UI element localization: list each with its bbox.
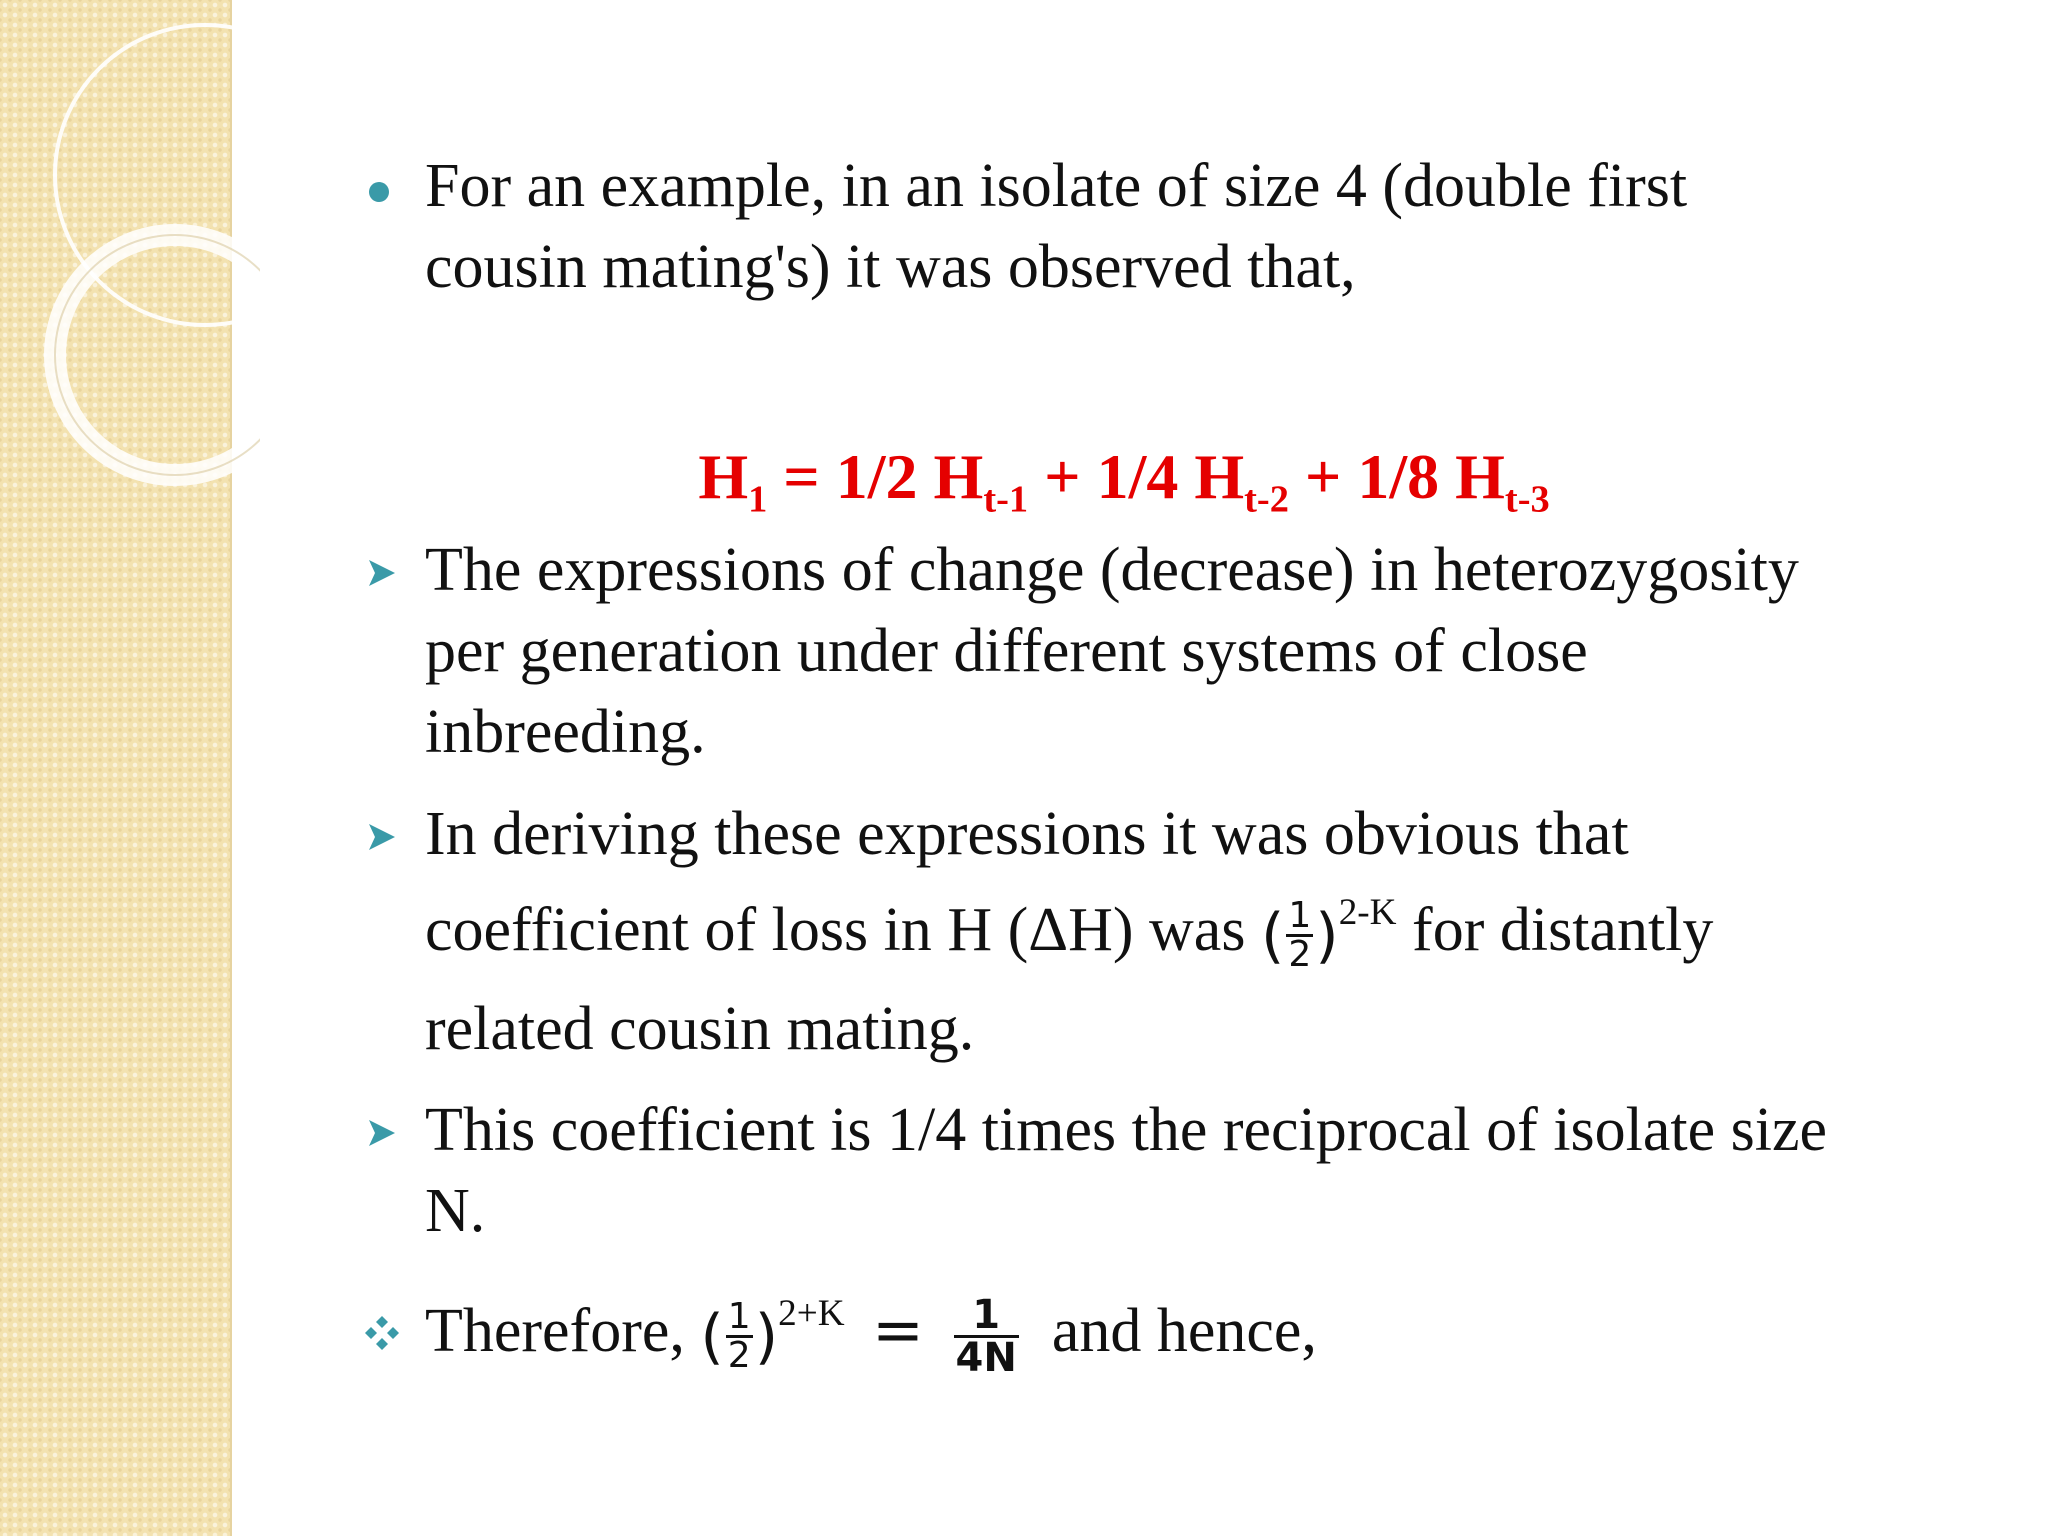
word: and hence, [1051,1297,1317,1365]
fraction [726,1296,753,1377]
word: of [704,896,757,964]
word: first [1587,152,1688,220]
word: of [1393,617,1445,685]
word: H [947,896,993,964]
bullet-3-line-1 [425,794,1985,875]
word: these [714,800,842,868]
word: (ΔH) [1007,896,1134,964]
word: (decrease) [1099,536,1355,604]
arrowhead-bullet-icon [365,1116,399,1150]
fraction-denominator: 2 [1288,934,1312,976]
formula-subscript: t-2 [1244,478,1289,521]
arrowhead-bullet-icon [365,556,399,590]
word: in [1370,536,1419,604]
fraction-denominator: 2 [727,1335,751,1377]
word: expressions [536,536,827,604]
bullet-item-4 [425,1090,1985,1252]
bullet-1-line-1 [425,146,1985,227]
word: isolate [979,152,1142,220]
word: reciprocal [1222,1096,1471,1164]
word: expressions [857,800,1147,868]
bullet-item-3 [425,794,1985,1070]
bullet-2-line-1 [425,530,1985,611]
word: Therefore, [425,1297,685,1365]
formula-text: + 1/4 H [1028,441,1245,512]
word: different [953,617,1166,685]
fraction-numerator: 1 [1288,895,1312,937]
word: The [425,536,522,604]
word: example, [600,152,827,220]
bullet-3-line-3: related cousin mating. [425,994,975,1063]
paren-close: ) [1315,900,1339,971]
word: isolate [1553,1096,1716,1164]
word: This [425,1096,536,1164]
bullet-2-line-2 [425,611,1985,692]
word: loss [771,896,869,964]
word: 4 [1335,152,1367,220]
word: obvious [1323,800,1521,868]
paren-open: ( [700,1301,724,1372]
word: coefficient [550,1096,815,1164]
word: (double [1382,152,1572,220]
word: the [1131,1096,1208,1164]
paren-open: ( [1260,900,1285,971]
formula-subscript: t-3 [1504,478,1550,521]
word: change [908,536,1085,604]
four-diamond-bullet-icon [363,1314,401,1352]
word: in [883,896,932,964]
word: an [905,152,964,220]
word: of [1486,1096,1538,1164]
filled-circle-bullet-icon [367,180,391,204]
bullet-1-line-2: cousin mating's) it was observed that, [425,233,1356,301]
bullet-4-line-1 [425,1090,1985,1171]
paren-close: ) [754,1301,779,1372]
fraction-denominator: 4N [955,1335,1017,1382]
fraction-numerator: 1 [972,1292,1001,1339]
bullet-4-line-2: N. [425,1177,486,1245]
word: For [425,152,512,220]
exponent: 2+K [778,1292,845,1334]
word: was [1149,896,1246,964]
equals-sign: = [872,1293,924,1366]
word: for [1412,896,1485,964]
fraction-numerator: 1 [727,1296,751,1338]
word: under [796,617,938,685]
word: size [1223,152,1321,220]
word: is [830,1096,872,1164]
formula-text: + 1/8 H [1288,441,1505,512]
word: distantly [1499,896,1714,964]
word: in [841,152,890,220]
word: of [841,536,894,604]
bullet-item-5 [425,1280,1985,1387]
formula-subscript: 1 [748,478,768,521]
word: 1/4 [887,1096,967,1164]
word: it [1161,800,1197,868]
word: close [1460,617,1588,685]
word: systems [1181,617,1378,685]
math-half-power [1260,891,1397,976]
word: deriving [492,800,699,868]
word: an [526,152,586,220]
formula-text: H [698,441,749,512]
formula-text: = 1/2 H [767,441,984,512]
bullet-3-line-2 [425,885,1985,981]
formula-heterozygosity [0,440,2048,521]
word: of [1156,152,1209,220]
bullet-item-1 [425,146,1985,308]
word: was [1211,800,1309,868]
word: coefficient [425,896,689,964]
arrowhead-bullet-icon [365,820,399,854]
formula-subscript: t-1 [983,478,1029,521]
fraction [1286,895,1313,976]
word: generation [519,617,782,685]
fraction-rhs [954,1292,1019,1382]
word: heterozygosity [1433,536,1799,604]
word: times [981,1096,1117,1164]
word: size [1730,1096,1828,1164]
exponent: 2-K [1338,891,1397,933]
bullet-item-2 [425,530,1985,773]
word: In [425,800,477,868]
bullet-5-line-1 [425,1280,1985,1387]
word: per [425,617,505,685]
bullet-2-line-3: inbreeding. [425,698,706,766]
word: that [1535,800,1629,868]
